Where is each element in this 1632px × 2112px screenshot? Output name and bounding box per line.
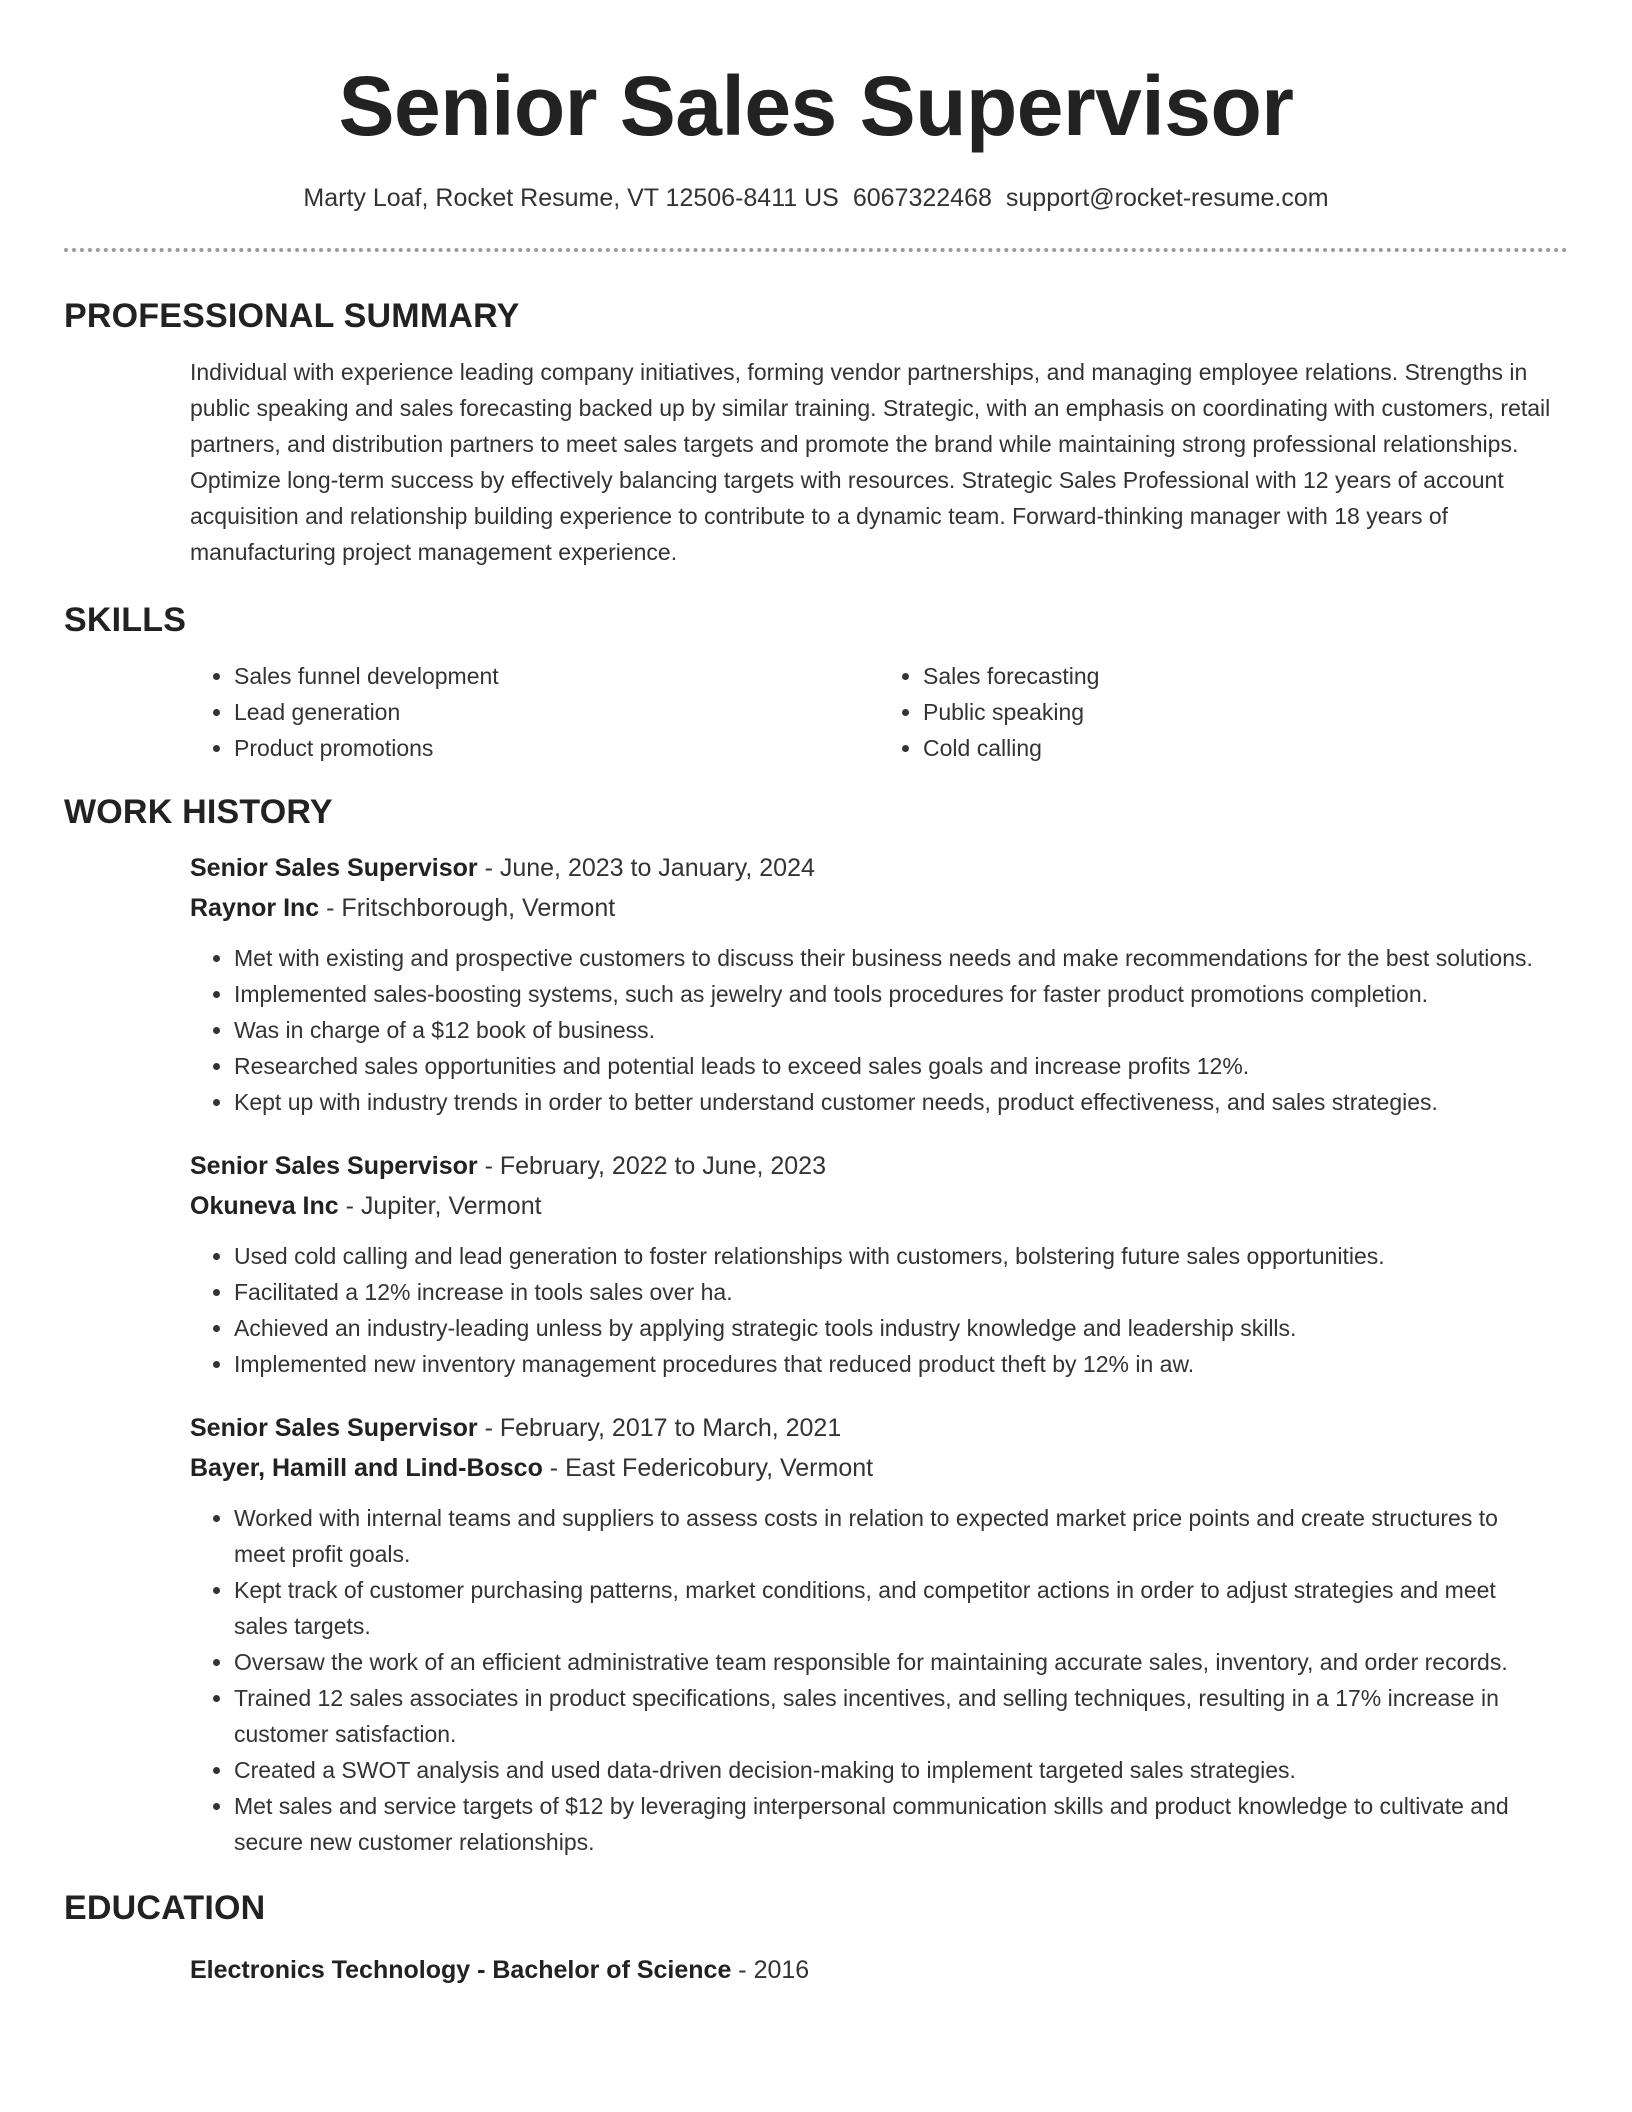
resume-title: Senior Sales Supervisor — [338, 59, 1294, 153]
contact-email: support@rocket-resume.com — [1005, 184, 1329, 212]
job-title-line — [190, 1408, 1568, 1448]
header-divider — [64, 248, 1568, 252]
skill-item: • Sales forecasting — [923, 658, 1568, 694]
job-bullet: • Met with existing and prospective customers to discuss their business needs and make recommendations for the best solutions. — [234, 940, 1568, 976]
education-degree: Electronics Technology - Bachelor of Science — [190, 1956, 732, 1984]
contact-address: Marty Loaf, Rocket Resume, VT 12506-8411 US — [303, 184, 839, 212]
skill-item: • Cold calling — [923, 730, 1568, 766]
job-bullet: • Researched sales opportunities and potential leads to exceed sales goals and increase profits 12%. — [234, 1048, 1568, 1084]
job-bullet: • Oversaw the work of an efficient administrative team responsible for maintaining accurate sales, inventory, and order records. — [234, 1644, 1568, 1680]
education-line — [190, 1950, 1568, 1990]
job-entry — [64, 848, 1568, 928]
education-heading: EDUCATION — [64, 1889, 266, 1927]
job-title: Senior Sales Supervisor — [190, 1152, 478, 1180]
education-entry — [64, 1950, 1568, 1990]
job-bullet: • Worked with internal teams and suppliers to assess costs in relation to expected market price points and create structures to meet profit goals. — [234, 1500, 1568, 1572]
skill-item: • Lead generation — [234, 694, 879, 730]
job-bullets — [64, 1238, 1568, 1382]
skill-item: • Product promotions — [234, 730, 879, 766]
job-company: Bayer, Hamill and Lind-Bosco — [190, 1454, 543, 1482]
job-bullet: • Kept up with industry trends in order to better understand customer needs, product effectiveness, and sales strategies. — [234, 1084, 1568, 1120]
job-bullet: • Was in charge of a $12 book of business. — [234, 1012, 1568, 1048]
job-bullet: • Achieved an industry-leading unless by applying strategic tools industry knowledge and leadership skills. — [234, 1310, 1568, 1346]
job-company-line — [190, 888, 1568, 928]
skills-column-right — [879, 658, 1568, 766]
job-location: - Jupiter, Vermont — [338, 1192, 542, 1220]
job-title-line — [190, 1146, 1568, 1186]
job-company-line — [190, 1448, 1568, 1488]
education-year: - 2016 — [731, 1956, 810, 1984]
skills-column-left — [190, 658, 879, 766]
job-bullet: • Kept track of customer purchasing patterns, market conditions, and competitor actions in order to adjust strategies and meet sales targets. — [234, 1572, 1568, 1644]
skill-item: • Sales funnel development — [234, 658, 879, 694]
job-dates: - February, 2017 to March, 2021 — [477, 1414, 842, 1442]
contact-line — [64, 182, 1568, 214]
summary-text: Individual with experience leading company initiatives, forming vendor partnerships, and managing employee relations. Strengths in public speaking and sales forecasting backed up by similar training. Strategic, with an emphasis on coordinating with customers, retail partners, and distribution partners to meet sales targets and promote the brand while maintaining strong professional relationships. Optimize long-term success by effectively balancing targets with resources. Strategic Sales Professional with 12 years of account acquisition and relationship building experience to contribute to a dynamic team. Forward-thinking manager with 18 years of manufacturing project management experience. — [190, 359, 1551, 565]
job-bullets — [64, 940, 1568, 1120]
job-title: Senior Sales Supervisor — [190, 1414, 478, 1442]
job-title: Senior Sales Supervisor — [190, 854, 478, 882]
job-dates: - June, 2023 to January, 2024 — [477, 854, 815, 882]
work-history-heading: WORK HISTORY — [64, 793, 333, 831]
job-company: Okuneva Inc — [190, 1192, 339, 1220]
skills-list — [64, 658, 1568, 766]
job-company-line — [190, 1186, 1568, 1226]
skills-heading: SKILLS — [64, 601, 187, 639]
job-dates: - February, 2022 to June, 2023 — [477, 1152, 826, 1180]
skill-item: • Public speaking — [923, 694, 1568, 730]
job-bullet: • Used cold calling and lead generation to foster relationships with customers, bolstering future sales opportunities. — [234, 1238, 1568, 1274]
job-bullet: • Trained 12 sales associates in product specifications, sales incentives, and selling techniques, resulting in a 17% increase in customer satisfaction. — [234, 1680, 1568, 1752]
job-bullet: • Created a SWOT analysis and used data-driven decision-making to implement targeted sales strategies. — [234, 1752, 1568, 1788]
job-bullet: • Implemented new inventory management procedures that reduced product theft by 12% in aw. — [234, 1346, 1568, 1382]
job-bullets — [64, 1500, 1568, 1860]
job-location: - Fritschborough, Vermont — [319, 894, 616, 922]
summary-heading: PROFESSIONAL SUMMARY — [64, 297, 520, 335]
contact-phone: 6067322468 — [852, 184, 992, 212]
job-entry — [64, 1146, 1568, 1226]
job-bullet: • Met sales and service targets of $12 by leveraging interpersonal communication skills and product knowledge to cultivate and secure new customer relationships. — [234, 1788, 1568, 1860]
job-location: - East Federicobury, Vermont — [542, 1454, 874, 1482]
job-bullet: • Implemented sales-boosting systems, such as jewelry and tools procedures for faster product promotions completion. — [234, 976, 1568, 1012]
job-bullet: • Facilitated a 12% increase in tools sales over ha. — [234, 1274, 1568, 1310]
job-title-line — [190, 848, 1568, 888]
job-company: Raynor Inc — [190, 894, 320, 922]
job-entry — [64, 1408, 1568, 1488]
